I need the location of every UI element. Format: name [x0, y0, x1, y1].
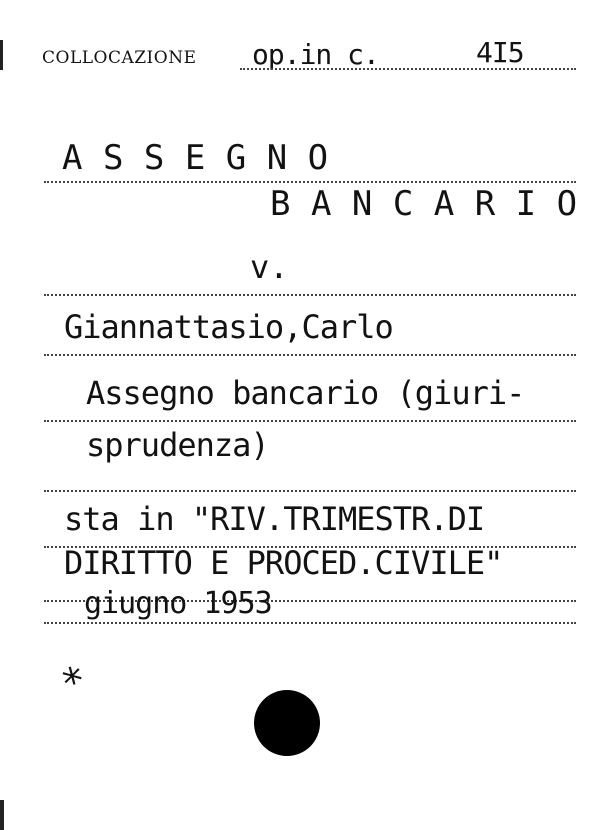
source-line-1: sta in "RIV.TRIMESTR.DI — [64, 500, 485, 538]
see-reference: v. — [250, 248, 289, 286]
work-line-1: Assegno bancario (giuri- — [86, 374, 525, 412]
work-dotted-line-1 — [44, 420, 576, 422]
shelf-number: 4I5 — [476, 36, 524, 69]
title-line-2: B A N C A R I O — [270, 184, 578, 224]
punch-hole — [254, 690, 320, 756]
author-dotted-line — [44, 354, 576, 356]
work-dotted-line-2 — [44, 490, 576, 492]
author-name: Giannattasio,Carlo — [64, 308, 393, 346]
title-dotted-line-1 — [44, 181, 576, 183]
header-dotted-line — [240, 68, 576, 70]
source-line-2: DIRITTO E PROCED.CIVILE" — [64, 544, 503, 582]
collocazione-label: COLLOCAZIONE — [42, 48, 197, 68]
asterisk-mark: * — [58, 658, 90, 708]
title-dotted-line-2 — [44, 294, 576, 296]
title-line-1: A S S E G N O — [62, 138, 329, 178]
card-edge-mark-bottom — [0, 800, 4, 830]
source-dotted-line-3 — [44, 622, 576, 624]
card-edge-mark — [0, 40, 3, 70]
shelfmark-value: op.in c. — [252, 38, 379, 71]
work-line-2: sprudenza) — [86, 426, 269, 464]
source-line-3: giugno 1953 — [84, 586, 272, 621]
